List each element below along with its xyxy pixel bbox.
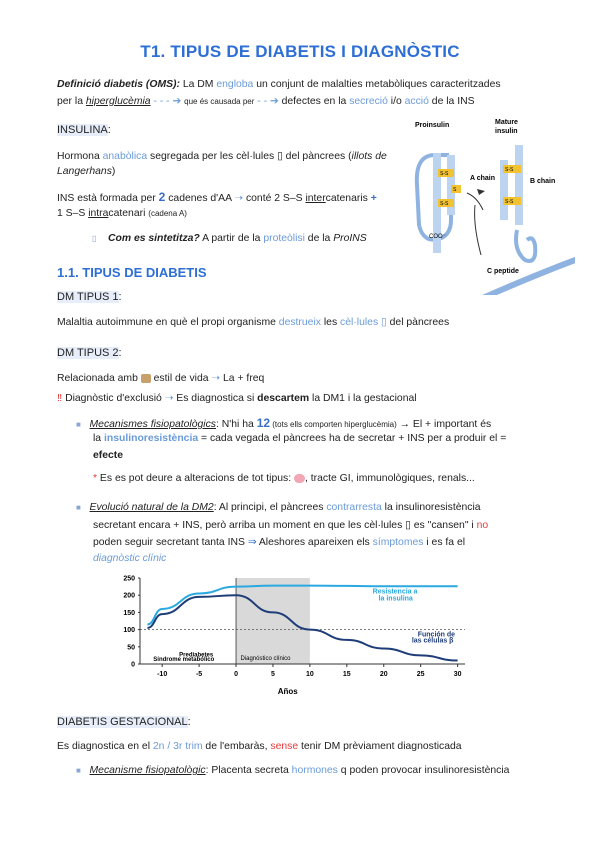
dm1-text: Malaltia autoimmune en què el propi organisme destrueix les cèl·lules ▯ del pàncrees: [57, 317, 450, 328]
dm2-heading: DM TIPUS 2:: [57, 347, 122, 359]
x-tick-label: 30: [453, 671, 462, 678]
svg-text:S: S: [453, 187, 457, 193]
insulina-line-4: 1 S–S intracatenari (cadena A): [57, 208, 187, 219]
brain-icon: [294, 474, 305, 483]
evolucio-line-3: poden seguir secretant tanta INS ⇒ Aleshores apareixen els símptomes i es fa el: [93, 537, 466, 548]
mecanismes-line-1: ■ Mecanismes fisiopatològics: N'hi ha 12 (tots ells comporten hiperglucèmia) → El + important és: [76, 416, 492, 430]
alteracions-line: * Es es pot deure a alteracions de tot tipus: , tracte GI, immunològiques, renals...: [93, 473, 475, 484]
mecanismes-line-2: la insulinoresistència = cada vegada el pàncrees ha de secretar + INS per a produir el =: [93, 433, 507, 444]
double-exclamation-icon: ‼: [57, 393, 63, 404]
funcion-label-1: Función de: [417, 631, 456, 639]
mature-label-1: Mature: [495, 119, 518, 126]
diagnostico-label: Diagnóstico clínico: [240, 655, 291, 662]
dm2-line-1: Relacionada amb estil de vida ➝ La + freq: [57, 373, 265, 384]
mecanismes-line-3: efecte: [93, 450, 124, 461]
insulina-heading: INSULINA:: [57, 124, 111, 136]
prediabetes-label: Prediabetes: [179, 652, 214, 659]
x-axis-label: Años: [277, 687, 298, 696]
svg-text:S-S: S-S: [440, 201, 449, 207]
gest-line-2: ■ Mecanisme fisiopatològic: Placenta secreta hormones q poden provocar insulinoresistència: [76, 765, 510, 776]
x-tick-label: 10: [305, 671, 314, 678]
x-tick-label: 5: [271, 671, 275, 678]
y-tick-label: 200: [123, 592, 135, 600]
thumbs-down-icon: [141, 374, 151, 383]
x-tick-label: 15: [342, 671, 351, 678]
y-tick-label: 250: [123, 575, 135, 583]
dm1-heading: DM TIPUS 1:: [57, 291, 122, 303]
y-tick-label: 0: [131, 661, 135, 669]
synthesis-question: ▯ Com es sintetitza? A partir de la proteòlisi de la ProINS: [92, 233, 367, 244]
svg-text:S-S: S-S: [505, 167, 514, 173]
proinsulin-diagram: [405, 115, 575, 295]
svg-text:S-S: S-S: [440, 171, 449, 177]
dm2-line-2: ‼ Diagnòstic d'exclusió ➝ Es diagnostica si descartem la DM1 i la gestacional: [57, 393, 417, 404]
y-tick-label: 100: [123, 627, 135, 635]
question-icon: ▯: [92, 234, 97, 243]
resistencia-label-1: Resistencia a: [372, 588, 418, 596]
definition-line-2: per la hiperglucèmia - - - ➔ que és causada per - - ➔ defectes en la secreció i/o acció de la INS: [57, 96, 475, 107]
x-tick-label: -5: [195, 671, 203, 678]
svg-text:COO⁻: COO⁻: [429, 234, 446, 240]
insulina-line-1: Hormona anabòlica segregada per les cèl·lules ▯ del pàncrees (illots de: [57, 151, 387, 162]
a-chain-label: A chain: [470, 175, 496, 182]
x-tick-label: -10: [157, 671, 168, 678]
proinsulin-label: Proinsulin: [415, 122, 450, 129]
evolucio-line-1: ■ Evolució natural de la DM2: Al principi, el pàncrees contrarresta la insulinoresistència: [76, 502, 481, 513]
page-title: T1. TIPUS DE DIABETIS I DIAGNÒSTIC: [140, 42, 460, 61]
mature-label-2: insulin: [495, 128, 518, 135]
resistencia-label-2: la insulina: [378, 595, 413, 603]
sindrome-label: Síndrome metabólico: [153, 657, 215, 664]
y-tick-label: 150: [123, 609, 135, 617]
insulina-line-3: INS està formada per 2 cadenes d'AA ➝ conté 2 S–S intercatenaris +: [57, 190, 377, 204]
c-peptide-free: [516, 230, 535, 261]
funcion-label-2: las células β: [411, 637, 454, 645]
x-tick-label: 25: [416, 671, 425, 678]
y-tick-label: 50: [127, 644, 135, 652]
x-tick-label: 20: [379, 671, 388, 678]
gest-heading: DIABETIS GESTACIONAL:: [57, 716, 191, 728]
insulina-line-2: Langerhans): [57, 166, 116, 177]
diagnosis-shaded-region: [236, 578, 310, 664]
evolucio-line-4: diagnòstic clínic: [93, 553, 167, 564]
svg-text:S-S: S-S: [505, 199, 514, 205]
b-chain-right: [515, 145, 523, 225]
x-tick-label: 0: [234, 671, 238, 678]
dm2-evolution-chart: [105, 572, 480, 704]
b-chain-label: B chain: [530, 178, 556, 185]
c-peptide-label: C peptide: [487, 268, 519, 275]
gest-line-1: Es diagnostica en el 2n / 3r trim de l'embaràs, sense tenir DM prèviament diagnosticada: [57, 741, 462, 752]
definition-line-1: Definició diabetis (OMS): La DM engloba un conjunt de malalties metabòliques caracteritzades: [57, 79, 501, 90]
section-tipus-heading: 1.1. TIPUS DE DIABETIS: [57, 265, 207, 280]
evolucio-line-2: secretant encara + INS, però arriba un moment en que les cèl·lules ▯ es "cansen" i no: [93, 520, 489, 531]
